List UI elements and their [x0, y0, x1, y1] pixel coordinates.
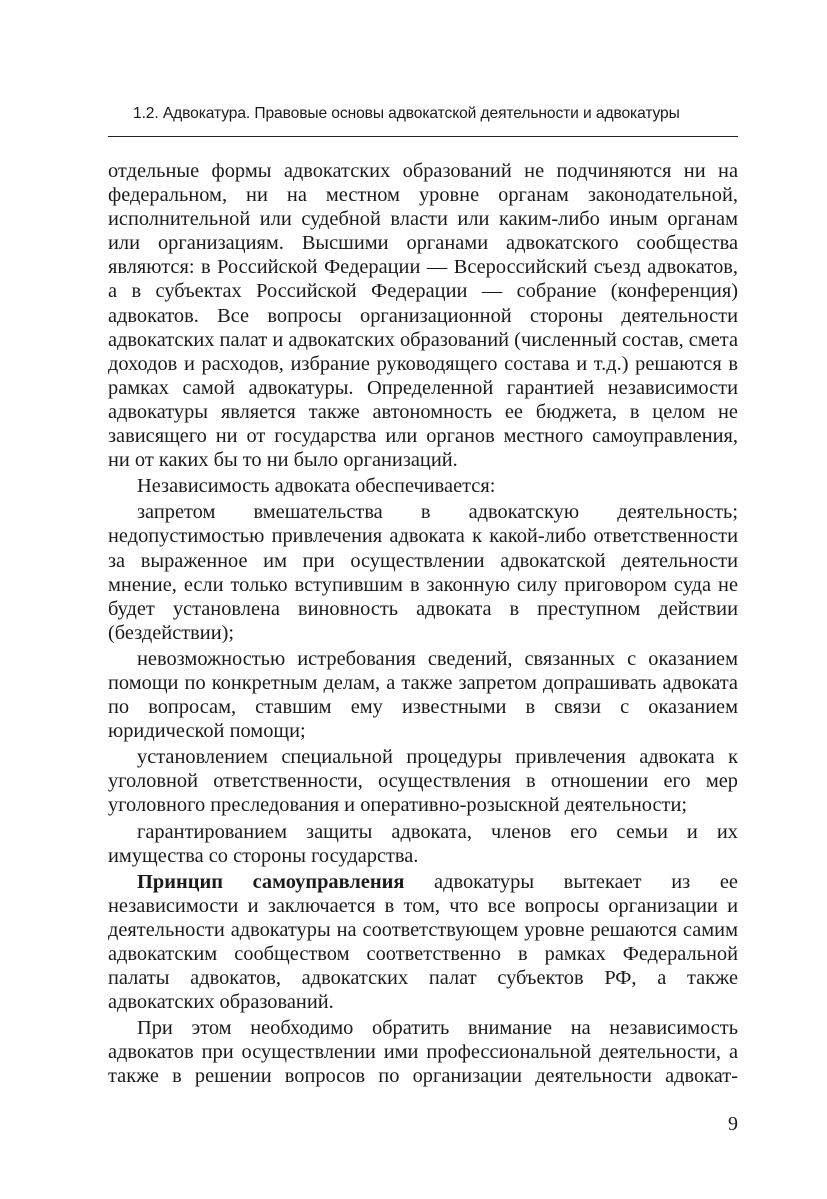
paragraph-guarantee-1: запретом вмешательства в адвокатскую деятельность; недопустимостью привлечения адвоката к какой-либо ответственности за выраженное им при осуществлении адвокатской деятельности мнение, если только вступившим в законную силу приговором суда не будет установлена виновность адвоката в преступном действии (бездействии);: [108, 501, 738, 644]
paragraph-independence-intro: Независимость адвоката обеспечивается:: [137, 475, 496, 498]
paragraph-guarantee-2: невозможностью истребования сведений, связанных с оказанием помощи по конкретным делам, а также запретом допрашивать адвоката по вопросам, ставшим ему известными в связи с оказанием юридической помощи;: [108, 647, 738, 743]
header-rule: [108, 136, 738, 137]
running-header: 1.2. Адвокатура. Правовые основы адвокатской деятельности и адвокатуры: [133, 105, 680, 122]
paragraph-self-governance: [108, 870, 738, 1015]
paragraph-final: При этом необходимо обратить внимание на независимость адвокатов при осуществлении ими профессиональной деятельности, а также в решении вопросов по организации деятельности адвокат-: [108, 1017, 738, 1088]
bold-term-self-governance: Принцип самоуправления: [137, 870, 405, 893]
body-text: [108, 159, 738, 1091]
paragraph-self-governance-text: адвокатуры вытекает из ее независимости и заключается в том, что все вопросы организации и деятельности адвокатуры на соответствующем уровне решаются самим адвокатским сообществом соответственно в рамках Федеральной палаты адвокатов, адвокатских палат субъектов РФ, а также адвокатских образований.: [108, 870, 738, 1014]
page-number: 9: [728, 1113, 738, 1135]
paragraph-continuation: отдельные формы адвокатских образований не подчиняются ни на федеральном, ни на местном уровне органам законодательной, исполнительной или судебной власти или каким-либо иным органам или организациям. Высшими органами адвокатского сообщества являются: в Российской Федерации — Всероссийский съезд адвокатов, а в субъектах Российской Федерации — собрание (конференция) адвокатов. Все вопросы организационной стороны деятельности адвокатских палат и адвокатских образований (численный состав, смета доходов и расходов, избрание руководящего состава и т.д.) решаются в рамках самой адвокатуры. Определенной гарантией независимости адвокатуры является также автономность ее бюджета, в целом не зависящего ни от государства или органов местного самоуправления, ни от каких бы то ни было организаций.: [108, 160, 738, 472]
paragraph-guarantee-3: установлением специальной процедуры привлечения адвоката к уголовной ответственности, осуществления в отношении его мер уголовного преследования и оперативно-розыскной деятельности;: [108, 746, 738, 817]
paragraph-guarantee-4: гарантированием защиты адвоката, членов его семьи и их имущества со стороны государства.: [108, 820, 738, 867]
